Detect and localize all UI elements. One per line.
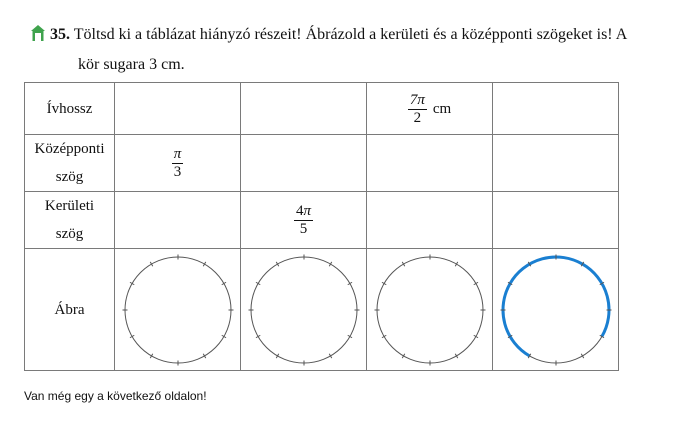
circle-outline [125,257,231,363]
footer-note: Van még egy a következő oldalon! [24,389,207,403]
cell-arc-1[interactable] [115,83,241,135]
cell-inscribed-2[interactable] [241,192,367,249]
cell-central-1[interactable] [115,135,241,192]
row-arc-length [25,83,619,135]
task-line2: kör sugara 3 cm. [78,56,185,73]
cell-central-4[interactable] [493,135,619,192]
circle-figure-2[interactable] [246,252,362,368]
inscribed-angle-denominator: 5 [299,221,308,237]
cell-central-2[interactable] [241,135,367,192]
cell-figure-1[interactable] [115,249,241,371]
cell-inscribed-1[interactable] [115,192,241,249]
cell-inscribed-4[interactable] [493,192,619,249]
row-head-figure: Ábra [25,249,115,371]
inscribed-angle-fraction [294,203,313,238]
arc-length-unit: cm [432,100,452,117]
row-head-inscribed-angle [25,192,115,249]
cell-figure-3[interactable] [367,249,493,371]
arc-length-fraction [408,92,427,127]
arc-length-numerator: 7π [409,91,425,108]
row-central-angle [25,135,619,192]
task-line1 [50,26,627,44]
cell-inscribed-3[interactable] [367,192,493,249]
cell-arc-3[interactable] [367,83,493,135]
circle-outline [377,257,483,363]
central-angle-fraction [172,146,184,181]
inscribed-label-1: Kerületi [44,198,95,214]
circle-figure-1[interactable] [120,252,236,368]
central-label-1: Középponti [34,141,105,157]
exercise-table [24,82,619,371]
circle-outline [251,257,357,363]
cell-arc-4[interactable] [493,83,619,135]
house-icon [30,24,46,42]
task-number: 35. [50,26,70,43]
cell-figure-2[interactable] [241,249,367,371]
cell-arc-2[interactable] [241,83,367,135]
central-angle-numerator: π [173,146,182,162]
arc-length-denominator: 2 [413,109,422,126]
inscribed-angle-numerator: 4π [295,203,311,219]
circle-figure-3[interactable] [372,252,488,368]
central-angle-denominator: 3 [173,164,182,180]
inscribed-label-2: szög [55,226,84,242]
task-text-1: Töltsd ki a táblázat hiányzó részeit! Ábrázold a kerületi és a középponti szögeket is! A [73,26,628,43]
cell-central-3[interactable] [367,135,493,192]
arc-length-value [408,92,451,127]
row-head-arc-length: Ívhossz [25,83,115,135]
row-figure [25,249,619,371]
row-head-central-angle [25,135,115,192]
central-label-2: szög [55,169,84,185]
cell-figure-4[interactable] [493,249,619,371]
row-inscribed-angle [25,192,619,249]
circle-figure-4[interactable] [498,252,614,368]
highlighted-arc [503,257,609,356]
